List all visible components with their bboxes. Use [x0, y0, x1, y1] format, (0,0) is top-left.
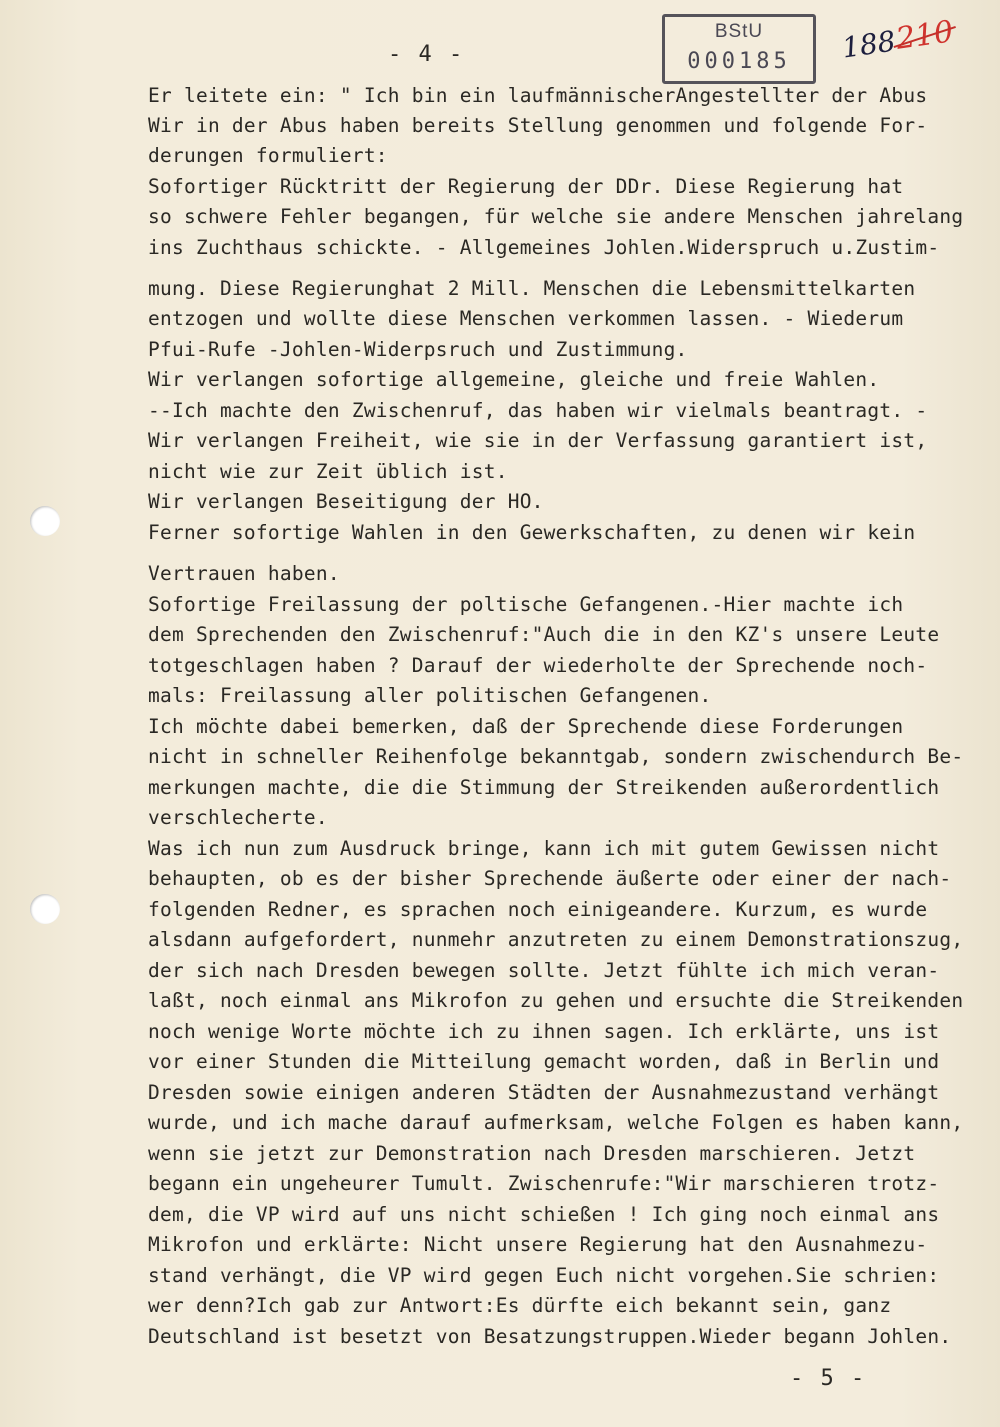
text-line: dem Sprechenden den Zwischenruf:"Auch die in den KZ's unsere Leute: [148, 623, 940, 646]
text-line: wer denn?Ich gab zur Antwort:Es dürfte eich bekannt sein, ganz: [148, 1294, 892, 1317]
text-line: nicht in schneller Reihenfolge bekanntgab, sondern zwischendurch Be-: [148, 745, 964, 768]
stamp-number: 000185: [687, 49, 791, 74]
text-line: derungen formuliert:: [148, 144, 388, 167]
text-line: wurde, und ich mache darauf aufmerksam, welche Folgen es haben kann,: [148, 1111, 964, 1134]
text-line: Sofortiger Rücktritt der Regierung der DDr. Diese Regierung hat: [148, 175, 904, 198]
text-line: Wir in der Abus haben bereits Stellung genommen und folgende For-: [148, 114, 928, 137]
text-line: --Ich machte den Zwischenruf, das haben wir vielmals beantragt. -: [148, 399, 928, 422]
text-line: der sich nach Dresden bewegen sollte. Jetzt fühlte ich mich veran-: [148, 959, 940, 982]
text-line: Wir verlangen Freiheit, wie sie in der Verfassung garantiert ist,: [148, 429, 928, 452]
text-line: mung. Diese Regierunghat 2 Mill. Menschen die Lebensmittelkarten: [148, 277, 916, 300]
page-number: - 4 -: [388, 42, 465, 67]
text-line: behaupten, ob es der bisher Sprechende äußerte oder einer der nach-: [148, 867, 952, 890]
text-line: verschlecherte.: [148, 806, 328, 829]
text-line: Wir verlangen Beseitigung der HO.: [148, 490, 544, 513]
stamp-label: BStU: [714, 21, 764, 42]
text-line: entzogen und wollte diese Menschen verkommen lassen. - Wiederum: [148, 307, 904, 330]
text-line: Wir verlangen sofortige allgemeine, gleiche und freie Wahlen.: [148, 368, 880, 391]
text-line: Sofortige Freilassung der poltische Gefangenen.-Hier machte ich: [148, 593, 904, 616]
text-line: ins Zuchthaus schickte. - Allgemeines Johlen.Widerspruch u.Zustim-: [148, 236, 940, 259]
text-line: nicht wie zur Zeit üblich ist.: [148, 460, 508, 483]
text-line: begann ein ungeheurer Tumult. Zwischenrufe:"Wir marschieren trotz-: [148, 1172, 940, 1195]
next-page-number: - 5 -: [790, 1366, 867, 1391]
text-line: Vertrauen haben.: [148, 562, 340, 585]
text-line: stand verhängt, die VP wird gegen Euch nicht vorgehen.Sie schrien:: [148, 1264, 940, 1287]
text-line: Mikrofon und erklärte: Nicht unsere Regierung hat den Ausnahmezu-: [148, 1233, 928, 1256]
text-line: wenn sie jetzt zur Demonstration nach Dresden marschieren. Jetzt: [148, 1142, 916, 1165]
text-line: laßt, noch einmal ans Mikrofon zu gehen und ersuchte die Streikenden: [148, 989, 964, 1012]
text-line: Pfui-Rufe -Johlen-Widerpsruch und Zustimmung.: [148, 338, 688, 361]
text-line: noch wenige Worte möchte ich zu ihnen sagen. Ich erklärte, uns ist: [148, 1020, 940, 1043]
text-line: totgeschlagen haben ? Darauf der wiederholte der Sprechende noch-: [148, 654, 928, 677]
text-line: Er leitete ein: " Ich bin ein laufmännischerAngestellter der Abus: [148, 84, 928, 107]
text-line: mals: Freilassung aller politischen Gefangenen.: [148, 684, 712, 707]
text-line: vor einer Stunden die Mitteilung gemacht worden, daß in Berlin und: [148, 1050, 940, 1073]
punch-hole-bottom: [30, 894, 60, 924]
text-line: merkungen machte, die die Stimmung der Streikenden außerordentlich: [148, 776, 940, 799]
text-line: Ferner sofortige Wahlen in den Gewerkschaften, zu denen wir kein: [148, 521, 916, 544]
punch-hole-top: [30, 506, 60, 536]
text-line: alsdann aufgefordert, nunmehr anzutreten zu einem Demonstrationszug,: [148, 928, 964, 951]
text-line: so schwere Fehler begangen, für welche sie andere Menschen jahrelang: [148, 205, 964, 228]
text-line: dem, die VP wird auf uns nicht schießen ! Ich ging noch einmal ans: [148, 1203, 940, 1226]
folio-number-current: 188: [839, 24, 898, 65]
archive-stamp: [662, 14, 816, 84]
text-line: Ich möchte dabei bemerken, daß der Sprechende diese Forderungen: [148, 715, 904, 738]
text-line: Dresden sowie einigen anderen Städten der Ausnahmezustand verhängt: [148, 1081, 940, 1104]
text-line: Deutschland ist besetzt von Besatzungstruppen.Wieder begann Johlen.: [148, 1325, 952, 1348]
text-line: Was ich nun zum Ausdruck bringe, kann ich mit gutem Gewissen nicht: [148, 837, 940, 860]
text-line: folgenden Redner, es sprachen noch einigeandere. Kurzum, es wurde: [148, 898, 928, 921]
folio-number-struck: 210: [893, 14, 956, 57]
